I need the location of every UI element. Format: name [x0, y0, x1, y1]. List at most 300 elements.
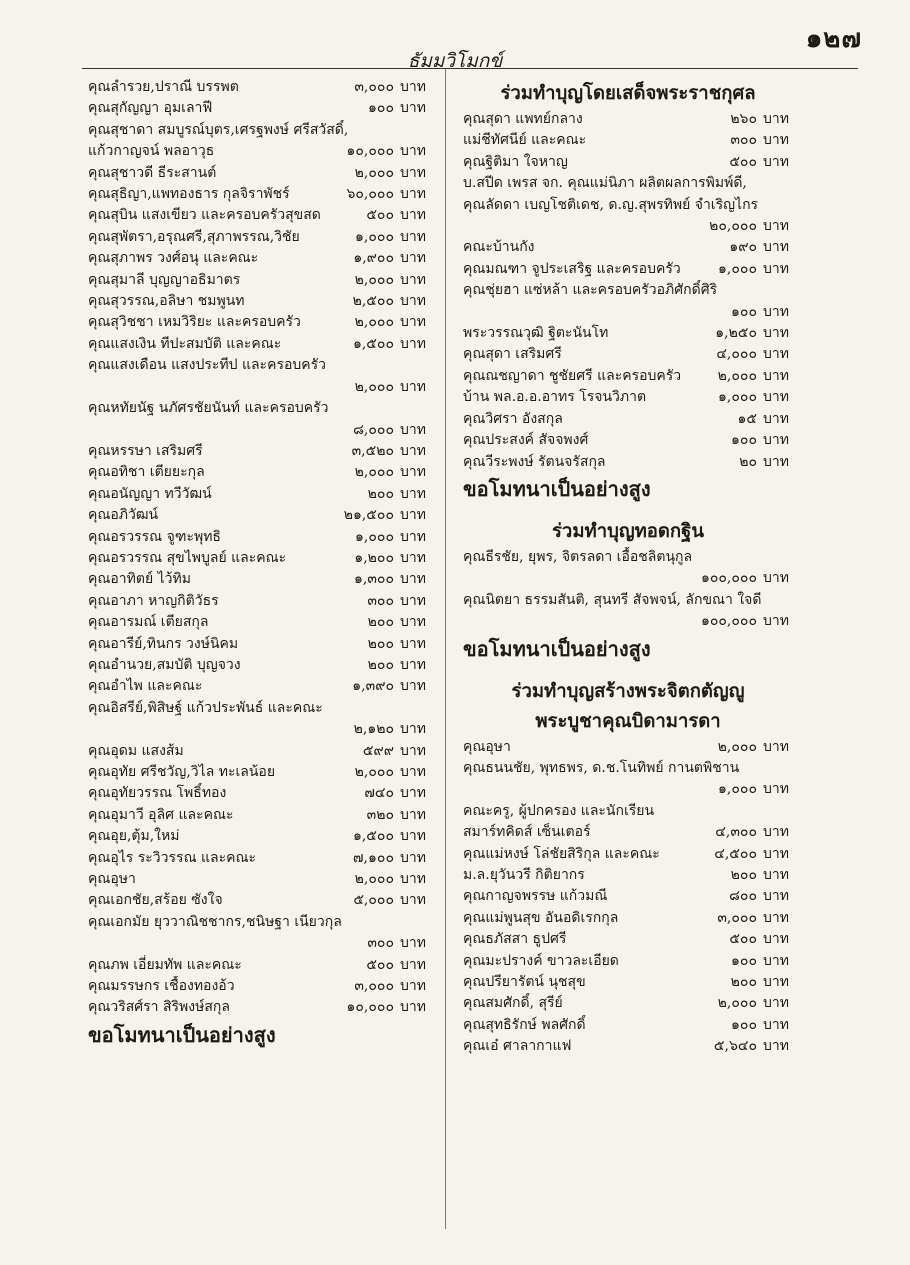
donation-amount-group — [697, 865, 793, 886]
donation-amount-group — [697, 366, 793, 387]
sec3-heading: ร่วมทำบุญสร้างพระจิตกตัญญู — [511, 680, 745, 702]
donation-amount-group — [334, 334, 430, 355]
donor-name: คุณอุมาวี อุลิศ และคณะ — [88, 806, 234, 823]
donation-row — [463, 280, 793, 301]
donation-amount-group — [697, 130, 793, 151]
donation-row — [88, 933, 430, 954]
currency-unit: บาท — [763, 389, 789, 406]
donation-amount-group — [334, 312, 430, 333]
currency-unit: บาท — [400, 250, 426, 267]
donation-amount: ๒,๐๐๐ — [354, 764, 394, 780]
currency-unit: บาท — [763, 260, 789, 277]
donor-name: คุณสุวรรณ,อลิษา ชมพูนท — [88, 293, 245, 310]
donation-row — [463, 366, 793, 387]
currency-unit: บาท — [400, 164, 426, 181]
donation-row — [88, 98, 430, 119]
currency-unit: บาท — [400, 186, 426, 203]
currency-unit: บาท — [400, 293, 426, 310]
donation-amount-group — [334, 976, 430, 997]
donation-row — [463, 195, 793, 216]
donation-amount-group — [334, 462, 430, 483]
currency-unit: บาท — [400, 721, 426, 738]
donor-name: คุณธนนชัย, พุทธพร, ด.ช.โนทิพย์ กานตพิชาน — [463, 759, 740, 776]
donation-row — [463, 344, 793, 365]
donation-amount: ๔,๐๐๐ — [716, 346, 757, 363]
donation-amount-group — [697, 886, 793, 907]
donation-row — [88, 163, 430, 184]
donation-amount: ๕๙๙ — [362, 742, 394, 759]
donation-row — [88, 676, 430, 697]
currency-unit: บาท — [400, 678, 426, 695]
donor-name: คุณอิสรีย์,พิสิษฐ์ แก้วประพันธ์ และคณะ — [88, 699, 323, 716]
currency-unit: บาท — [400, 271, 426, 288]
donation-amount-group — [334, 248, 430, 269]
donor-name: สมาร์ทคิดส์ เซ็นเตอร์ — [463, 824, 591, 841]
donor-name: คุณสุบิน แสงเขียว และครอบครัวสุขสด — [88, 207, 321, 224]
donation-amount-group — [334, 634, 430, 655]
donor-name: คุณนิตยา ธรรมสันติ, สุนทรี สัจพจน์, ลักขณา ใจดี — [463, 591, 762, 608]
sec3-subheading: พระบูชาคุณบิดามารดา — [535, 710, 721, 732]
donation-amount-group — [334, 484, 430, 505]
donation-amount: ๓,๐๐๐ — [354, 79, 394, 95]
donation-row — [463, 1015, 793, 1036]
donation-amount-group — [334, 205, 430, 226]
donation-amount-group — [697, 109, 793, 130]
currency-unit: บาท — [763, 410, 789, 427]
donation-amount-group — [697, 611, 793, 632]
currency-unit: บาท — [400, 79, 426, 95]
donation-amount-group — [334, 377, 430, 398]
currency-unit: บาท — [763, 432, 789, 449]
currency-unit: บาท — [400, 828, 426, 845]
donation-amount-group — [697, 951, 793, 972]
donor-name: คุณกาญจพรรษ แก้วมณี — [463, 888, 608, 905]
currency-unit: บาท — [763, 613, 789, 630]
donor-name: คุณแสงเดือน แสงประทีป และครอบครัว — [88, 357, 327, 374]
donation-amount: ๑,๐๐๐ — [355, 228, 394, 245]
currency-unit: บาท — [400, 143, 426, 160]
currency-unit: บาท — [763, 303, 789, 320]
donation-row — [88, 569, 430, 590]
donation-row — [463, 568, 793, 589]
donation-amount-group — [697, 237, 793, 258]
donation-amount-group — [697, 259, 793, 280]
donor-name: คุณวริสศ์รา สิริพงษ์สกุล — [88, 999, 230, 1016]
donation-amount: ๘,๐๐๐ — [353, 421, 394, 438]
currency-unit: บาท — [400, 571, 426, 588]
currency-unit: บาท — [763, 738, 789, 755]
donor-name: บ.สปีด เพรส จก. คุณแม่นิภา ผลิตผลการพิมพ์ดี, — [463, 175, 747, 192]
donation-row — [463, 886, 793, 907]
donor-name: คุณสุชาวดี ธีระสานต์ — [88, 164, 217, 181]
donation-amount-group — [334, 826, 430, 847]
donation-amount: ๑๙๐ — [729, 239, 757, 256]
donation-amount: ๒๐๐ — [730, 866, 757, 883]
donation-amount-group — [334, 655, 430, 676]
donation-amount: ๑,๕๐๐ — [352, 828, 394, 845]
donation-row — [463, 951, 793, 972]
currency-unit: บาท — [763, 453, 789, 470]
currency-unit: บาท — [400, 806, 426, 823]
donation-amount-group — [334, 997, 430, 1018]
currency-unit: บาท — [400, 485, 426, 502]
donation-amount: ๕๐๐ — [729, 931, 757, 948]
donation-amount-group — [697, 822, 793, 843]
donation-amount: ๑๐,๐๐๐ — [346, 143, 394, 160]
donor-name: คุณฐิติมา ใจหาญ — [463, 153, 568, 170]
donor-name: คุณอำไพ และคณะ — [88, 678, 203, 695]
donation-amount-group — [334, 420, 430, 441]
donation-row — [463, 865, 793, 886]
donation-amount-group — [334, 676, 430, 697]
donation-amount: ๕,๖๔๐ — [713, 1038, 757, 1055]
donation-row — [88, 634, 430, 655]
donation-row — [463, 452, 793, 473]
donation-amount: ๒,๐๐๐ — [354, 164, 394, 181]
donor-name: คุณแม่หงษ์ โล่ชัยสิริกุล และคณะ — [463, 845, 660, 862]
donor-name: คุณสุดา เสริมศรี — [463, 346, 562, 363]
donation-amount-group — [334, 890, 430, 911]
donor-name: คุณอารีย์,ทินกร วงษ์นิคม — [88, 635, 239, 652]
donation-amount: ๒๐๐ — [367, 635, 394, 652]
donation-row — [88, 270, 430, 291]
donor-name: คุณหรรษา เสริมศรี — [88, 442, 203, 459]
currency-unit: บาท — [763, 239, 789, 256]
donor-name: คุณสุชาดา สมบูรณ์บุตร,เศรฐพงษ์ ศรีสวัสดิ์, — [88, 121, 349, 138]
donation-amount: ๓,๕๒๐ — [351, 442, 394, 459]
sec3-donor-list — [463, 737, 793, 1058]
donation-row — [88, 591, 430, 612]
left-thanks: ขอโมทนาเป็นอย่างสูง — [88, 1022, 276, 1047]
donor-name: คุณอุย,ตุ้ม,ใหม่ — [88, 828, 180, 845]
donor-name: คุณอาภา หาญกิติวัธร — [88, 592, 219, 609]
donation-row — [463, 611, 793, 632]
currency-unit: บาท — [400, 528, 426, 545]
currency-unit: บาท — [763, 218, 789, 235]
sec2-heading: ร่วมทำบุญทอดกฐิน — [552, 520, 704, 542]
donation-amount: ๑,๒๕๐ — [715, 325, 757, 342]
currency-unit: บาท — [763, 931, 789, 948]
donation-row — [88, 248, 430, 269]
donation-amount: ๑๐๐ — [731, 1016, 757, 1033]
donation-amount-group — [334, 762, 430, 783]
currency-unit: บาท — [400, 999, 426, 1016]
donation-amount: ๒,๐๐๐ — [354, 271, 394, 288]
donation-row — [88, 719, 430, 740]
currency-unit: บาท — [763, 346, 789, 363]
donation-amount-group — [697, 993, 793, 1014]
donation-row — [88, 527, 430, 548]
donor-name: คุณมณฑา จูประเสริฐ และครอบครัว — [463, 260, 681, 277]
donation-amount: ๑๕ — [737, 410, 757, 427]
donation-amount: ๕๐๐ — [729, 153, 757, 170]
donation-row — [88, 77, 430, 98]
currency-unit: บาท — [400, 592, 426, 609]
donation-row — [88, 997, 430, 1018]
donation-row — [88, 334, 430, 355]
content-frame — [82, 68, 858, 1239]
donation-amount-group — [334, 569, 430, 590]
donation-amount-group — [697, 216, 793, 237]
donation-row — [88, 462, 430, 483]
donor-name: คุณธีรชัย, ยุพร, จิตรลดา เอื้อชลิตนุกูล — [463, 548, 693, 565]
donation-amount: ๒๐๐ — [367, 656, 394, 673]
donation-amount-group — [334, 505, 430, 526]
donor-name: คุณวิศรา อังสกุล — [463, 410, 563, 427]
donation-row — [88, 805, 430, 826]
currency-unit: บาท — [400, 464, 426, 481]
sec2-thanks: ขอโมทนาเป็นอย่างสูง — [463, 636, 651, 661]
donation-row — [88, 741, 430, 762]
donor-name: คุณชุ่ยฮา แซ่หล้า และครอบครัวอภิศักดิ์ศิริ — [463, 282, 718, 299]
donation-amount-group — [697, 844, 793, 865]
currency-unit: บาท — [400, 549, 426, 566]
donation-amount-group — [334, 783, 430, 804]
donation-row — [88, 141, 430, 162]
donation-amount-group — [334, 141, 430, 162]
donation-row — [463, 590, 793, 611]
donor-name: คุณณชญาดา ชูชัยศรี และครอบครัว — [463, 367, 682, 384]
currency-unit: บาท — [763, 570, 789, 587]
donor-name: คุณธภัสสา ธูปศรี — [463, 931, 567, 948]
donor-name: คุณอาทิตย์ ไว้ทิม — [88, 571, 191, 588]
donation-amount-group — [334, 869, 430, 890]
sec1-heading: ร่วมทำบุญโดยเสด็จพระราชกุศล — [500, 83, 756, 104]
donation-amount-group — [697, 779, 793, 800]
donation-amount-group — [697, 568, 793, 589]
donation-amount: ๗๔๐ — [364, 785, 394, 802]
donation-amount: ๑๐๐,๐๐๐ — [700, 613, 757, 630]
donation-amount: ๕๐๐ — [366, 956, 394, 973]
currency-unit: บาท — [763, 367, 789, 384]
donation-row — [88, 698, 430, 719]
donor-name: พระวรรณวุฒิ ฐิตะนันโท — [463, 325, 609, 342]
donation-row — [463, 908, 793, 929]
donation-amount: ๔,๕๐๐ — [714, 845, 757, 862]
donor-name: คุณลำรวย,ปราณี บรรพต — [88, 79, 239, 95]
donor-name: คุณอภิวัฒน์ — [88, 507, 159, 524]
currency-unit: บาท — [400, 614, 426, 631]
donation-amount-group — [334, 163, 430, 184]
currency-unit: บาท — [400, 892, 426, 909]
donation-amount-group — [334, 741, 430, 762]
donation-amount: ๑๐๐ — [368, 100, 394, 117]
donation-amount: ๑๐,๐๐๐ — [346, 999, 394, 1016]
donation-amount: ๓๐๐ — [367, 935, 394, 952]
donation-amount: ๓๒๐ — [366, 806, 394, 823]
donation-row — [463, 323, 793, 344]
donation-amount: ๒,๐๐๐ — [354, 378, 394, 395]
currency-unit: บาท — [763, 845, 789, 862]
donor-name: คุณลัดดา เบญโชติเดช, ด.ญ.สุพรทิพย์ จำเริญไกร — [463, 196, 759, 213]
currency-unit: บาท — [400, 378, 426, 395]
currency-unit: บาท — [400, 935, 426, 952]
donation-amount: ๑๐๐ — [731, 952, 757, 969]
currency-unit: บาท — [763, 824, 789, 841]
donation-amount: ๑๐๐ — [731, 303, 757, 320]
donation-amount-group — [334, 270, 430, 291]
donor-name: คุณมะปรางค์ ขาวละเอียด — [463, 952, 619, 969]
donor-name: คุณอรวรรณ สุขไพบูลย์ และคณะ — [88, 549, 287, 566]
donation-row — [463, 109, 793, 130]
donation-row — [463, 130, 793, 151]
donor-name: คุณประสงค์ สัจจพงศ์ — [463, 432, 589, 449]
donor-name: คุณแสงเงิน ทีปะสมบัติ และคณะ — [88, 335, 282, 352]
donor-name: คุณเอ๋ ศาลากาแฟ — [463, 1038, 572, 1055]
donation-row — [463, 216, 793, 237]
currency-unit: บาท — [400, 635, 426, 652]
donation-amount: ๑๐๐ — [731, 432, 757, 449]
donation-row — [88, 312, 430, 333]
currency-unit: บาท — [400, 849, 426, 866]
donor-name: คุณอุษา — [88, 871, 136, 888]
donation-row — [463, 547, 793, 568]
donation-amount-group — [697, 430, 793, 451]
donation-amount-group — [334, 933, 430, 954]
donation-amount-group — [334, 719, 430, 740]
donation-amount: ๒,๐๐๐ — [354, 871, 394, 888]
sec1-donor-list — [463, 109, 793, 473]
donor-name: คุณอุทัย ศรีชวัญ,วิไล ทะเลน้อย — [88, 764, 276, 780]
donation-amount-group — [697, 1036, 793, 1057]
currency-unit: บาท — [400, 956, 426, 973]
donation-amount-group — [334, 591, 430, 612]
right-column — [463, 77, 793, 1058]
donation-row — [88, 976, 430, 997]
donation-row — [88, 783, 430, 804]
donation-row — [88, 484, 430, 505]
donor-name: แม่ชีทัศนีย์ และคณะ — [463, 132, 587, 149]
donation-amount-group — [697, 972, 793, 993]
currency-unit: บาท — [763, 781, 789, 798]
donation-amount: ๒๐ — [739, 453, 757, 470]
donor-name: แก้วกาญจน์ พลอาวุธ — [88, 143, 215, 160]
donation-amount-group — [334, 227, 430, 248]
donation-row — [463, 409, 793, 430]
donation-amount-group — [697, 387, 793, 408]
donation-row — [463, 387, 793, 408]
donation-amount: ๑,๓๙๐ — [352, 678, 394, 695]
donation-amount: ๔,๓๐๐ — [715, 824, 757, 841]
donor-name: คุณสุทธิรักษ์ พลศักดิ์ — [463, 1016, 586, 1033]
currency-unit: บาท — [400, 764, 426, 780]
donation-amount: ๑๐๐,๐๐๐ — [700, 570, 757, 587]
donation-row — [463, 430, 793, 451]
donor-name: คุณสุภาพร วงศ์อนุ และคณะ — [88, 250, 259, 267]
donation-amount: ๒๐๐ — [730, 974, 757, 990]
donation-row — [88, 826, 430, 847]
donation-amount: ๕๐๐ — [366, 207, 394, 224]
currency-unit: บาท — [763, 153, 789, 170]
donation-row — [88, 291, 430, 312]
currency-unit: บาท — [400, 507, 426, 524]
donation-row — [88, 441, 430, 462]
donation-row — [463, 152, 793, 173]
currency-unit: บาท — [400, 785, 426, 802]
donation-row — [463, 972, 793, 993]
donation-amount: ๑,๙๐๐ — [353, 250, 394, 267]
donation-amount-group — [334, 291, 430, 312]
donation-row — [463, 801, 793, 822]
donation-amount: ๒๑,๕๐๐ — [343, 507, 394, 524]
column-divider — [445, 69, 446, 1229]
donation-amount: ๒๐,๐๐๐ — [709, 218, 757, 235]
donation-amount: ๕,๐๐๐ — [353, 892, 394, 909]
donation-amount: ๒,๐๐๐ — [354, 464, 394, 481]
donation-row — [88, 612, 430, 633]
currency-unit: บาท — [400, 656, 426, 673]
donation-amount-group — [334, 441, 430, 462]
donation-amount: ๒,๕๐๐ — [352, 293, 394, 310]
donation-amount-group — [697, 152, 793, 173]
donation-row — [88, 912, 430, 933]
donation-amount-group — [334, 548, 430, 569]
donation-amount-group — [697, 302, 793, 323]
left-donor-list — [88, 77, 430, 1019]
donor-name: คุณปรียารัตน์ นุชสุข — [463, 974, 586, 990]
donor-name: คณะครู, ผู้ปกครอง และนักเรียน — [463, 802, 655, 819]
donation-row — [88, 869, 430, 890]
donor-name: คุณอุทัยวรรณ โพธิ์ทอง — [88, 785, 227, 802]
donor-name: คุณอุไร ระวิวรรณ และคณะ — [88, 849, 257, 866]
donor-name: คุณสุพัตรา,อรุณศรี,สุภาพรรณ,วิชัย — [88, 228, 300, 245]
donation-amount-group — [697, 323, 793, 344]
donor-name: คุณอุษา — [463, 738, 511, 755]
donor-name: คุณสุธิญา,แพทองธาร กุลจิราพัชร์ — [88, 186, 290, 203]
donation-row — [88, 848, 430, 869]
currency-unit: บาท — [763, 132, 789, 149]
donation-amount: ๒,๐๐๐ — [354, 314, 394, 331]
donation-amount-group — [697, 452, 793, 473]
donor-name: คุณอรวรรณ จูฑะพุทธิ — [88, 528, 221, 545]
sec2-donor-list — [463, 547, 793, 633]
donation-row — [88, 120, 430, 141]
donor-name: คุณอนัญญา ทวีวัฒน์ — [88, 485, 212, 502]
currency-unit: บาท — [763, 909, 789, 926]
donation-amount-group — [334, 848, 430, 869]
currency-unit: บาท — [763, 888, 789, 905]
currency-unit: บาท — [400, 442, 426, 459]
donor-name: คุณสุมาลี บุญญาอธิมาตร — [88, 271, 241, 288]
donation-row — [88, 955, 430, 976]
donation-amount: ๑,๕๐๐ — [352, 335, 394, 352]
donation-amount: ๒,๐๐๐ — [717, 738, 757, 755]
donation-amount-group — [334, 527, 430, 548]
donor-name: คุณอารมณ์ เตียสกุล — [88, 614, 209, 631]
donation-amount: ๓,๐๐๐ — [354, 978, 394, 995]
donation-amount: ๖๐,๐๐๐ — [346, 186, 394, 203]
donation-row — [463, 844, 793, 865]
donor-name: คณะบ้านกัง — [463, 239, 535, 256]
currency-unit: บาท — [763, 325, 789, 342]
donation-amount-group — [334, 77, 430, 98]
donation-amount: ๓๐๐ — [730, 132, 757, 149]
donation-row — [88, 505, 430, 526]
currency-unit: บาท — [400, 100, 426, 117]
currency-unit: บาท — [400, 314, 426, 331]
donation-row — [463, 173, 793, 194]
donor-name: คุณสุวิชชา เหมวิริยะ และครอบครัว — [88, 314, 301, 331]
donor-name: บ้าน พล.อ.อ.อาทร โรจนวิภาต — [463, 389, 647, 406]
sec1-thanks: ขอโมทนาเป็นอย่างสูง — [463, 476, 651, 501]
donation-amount-group — [697, 409, 793, 430]
donation-amount: ๒,๑๒๐ — [353, 721, 394, 738]
currency-unit: บาท — [763, 995, 789, 1012]
currency-unit: บาท — [763, 952, 789, 969]
donation-amount: ๑,๒๐๐ — [354, 549, 394, 566]
donation-amount: ๒๐๐ — [367, 485, 394, 502]
donation-amount: ๑,๐๐๐ — [718, 781, 757, 798]
